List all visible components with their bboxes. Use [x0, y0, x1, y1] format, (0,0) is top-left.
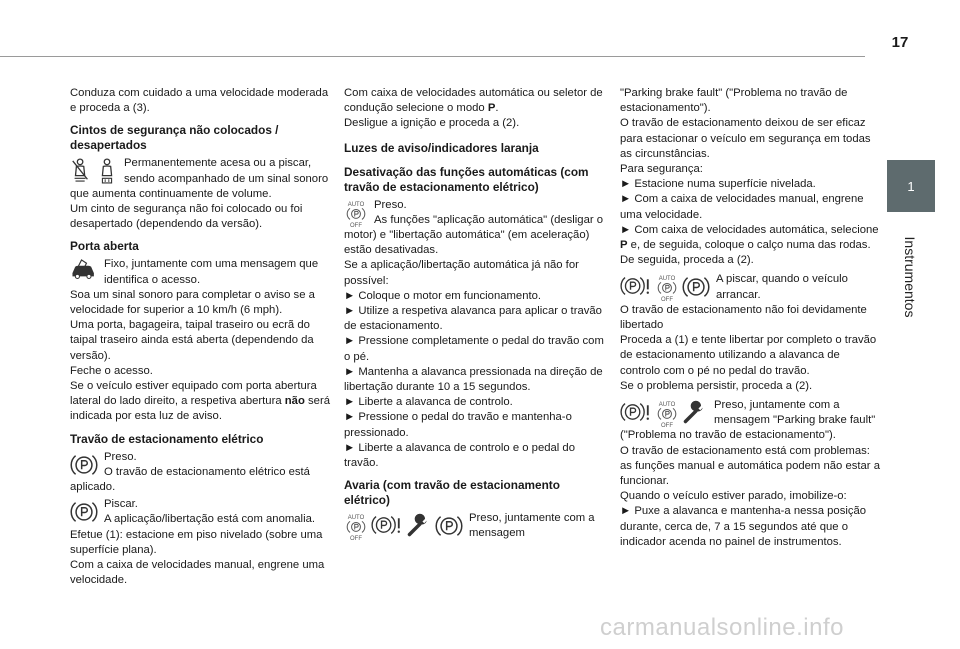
col3-p2: O travão de estacionamento deixou de ser eficaz para estacionar o veículo em segurança em todas as circunstâncias. [620, 117, 871, 160]
auto-row [344, 198, 604, 259]
brake-p1: Efetue (1): estacione em piso nivelado (sobre uma superfície plana). [70, 528, 323, 556]
parking-brake-icon [70, 451, 98, 479]
fault-text: Preso, juntamente com a mensagem [469, 512, 595, 540]
intro-text: Conduza com cuidado a uma velocidade moderada e proceda a (3). [70, 87, 329, 115]
chapter-label-text: Instrumentos [902, 236, 918, 318]
auto-off-icon [344, 199, 368, 228]
door-heading: Porta aberta [70, 239, 139, 254]
col3-icon-row-1 [620, 272, 882, 302]
col3-icon-row-2 [620, 398, 882, 444]
parking-brake-warning-icon [620, 273, 652, 299]
seatbelt-icon [70, 157, 92, 185]
auto-off-icon [344, 512, 368, 541]
brake-p2: Com a caixa de velocidades manual, engrene uma velocidade. [70, 559, 325, 587]
auto-step: ► Pressione completamente o pedal do travão com o pé. [344, 335, 604, 363]
auto-s1: Preso. [374, 198, 407, 211]
col3-p6: O travão de estacionamento não foi devidamente libertado [620, 303, 867, 332]
brake-heading: Travão de estacionamento elétrico [70, 431, 264, 446]
door-p1: Soa um sinal sonoro para completar o aviso se a velocidade for superior a 10 km/h (6 mph). [70, 288, 315, 317]
wrench-icon [406, 512, 432, 538]
col3-p9: O travão de estacionamento está com problemas: as funções manual e automática podem não estar a funcionar. [620, 444, 880, 488]
auto-step: ► Mantenha a alavanca pressionada na direção de libertação durante 10 a 15 segundos. [344, 365, 603, 394]
auto-step: ► Utilize a respetiva alavanca para aplicar o travão de estacionamento. [344, 305, 602, 333]
col3-p4: ► Com caixa de velocidades automática, selecione P e, de seguida, coloque o calço numa das rodas. [620, 223, 879, 252]
auto-p1: Se a aplicação/libertação automática já não for possível: [344, 259, 579, 287]
chapter-tab[interactable]: 1 [887, 160, 935, 212]
col3-ic1-text: A piscar, quando o veículo arrancar. [716, 273, 848, 301]
parking-brake-icon [682, 273, 710, 301]
door-p4: Se o veículo estiver equipado com porta abertura lateral do lado direito, a respetiva abertura não será indicada por esta luz de aviso. [70, 380, 330, 423]
col3-p7: Proceda a (1) e tente libertar por completo o travão de estacionamento utilizando a alavanca de controlo com o pé no pedal do travão. [620, 334, 877, 377]
door-p3: Feche o acesso. [70, 364, 153, 377]
door-row [70, 257, 332, 287]
col2-p2: Desligue a ignição e proceda a (2). [344, 117, 520, 130]
parking-brake-icon [435, 512, 463, 540]
fault-heading: Avaria (com travão de estacionamento elétrico) [344, 478, 560, 508]
seatbelt-row [70, 156, 332, 202]
door-p2: Uma porta, bagageira, taipal traseiro ou ecrã do taipal traseiro ainda está aberta (dependendo da versão). [70, 319, 314, 362]
auto-step: ► Coloque o motor em funcionamento. [344, 289, 542, 302]
wrench-icon [682, 399, 708, 425]
col2-p1: Com caixa de velocidades automática ou seletor de condução selecione o modo P. [344, 87, 603, 115]
orange-heading: Luzes de aviso/indicadores laranja [344, 140, 539, 155]
col3-p10: Quando o veículo estiver parado, imobilize-o: [620, 490, 847, 503]
seatbelt-heading: Cintos de segurança não colocados / desapertados [70, 123, 279, 153]
parking-brake-warning-icon [620, 399, 652, 425]
auto-step: ► Pressione o pedal do travão e mantenha-o pressionado. [344, 411, 572, 439]
auto-off-icon [655, 273, 679, 302]
top-rule [0, 56, 865, 57]
brake-s2-text: A aplicação/libertação está com anomalia. [104, 513, 315, 526]
column-3 [620, 86, 882, 550]
column-2 [344, 86, 604, 542]
auto-s1-text: As funções "aplicação automática" (desligar o motor) e "libertação automática" (em aceleração) estão desativadas. [344, 213, 604, 257]
rear-seatbelt-icon [96, 157, 118, 185]
col3-p3: Para segurança: [620, 163, 703, 176]
door-open-icon [70, 258, 98, 280]
seatbelt-text: Permanentemente acesa ou a piscar, sendo acompanhado de um sinal sonoro que aumenta continuamente de volume. [70, 157, 329, 200]
parking-brake-warning-icon [371, 512, 403, 538]
brake-row-2 [70, 497, 332, 527]
col3-p1: "Parking brake fault" ("Problema no travão de estacionamento"). [620, 87, 848, 115]
brake-s1: Preso. [104, 450, 137, 463]
auto-step: ► Liberte a alavanca de controlo. [344, 396, 513, 409]
col3-p5: De seguida, proceda a (2). [620, 254, 754, 267]
chapter-label [890, 232, 930, 322]
brake-row-1 [70, 450, 332, 496]
column-1 [70, 86, 332, 588]
auto-step: ► Liberte a alavanca de controlo e o pedal do travão. [344, 441, 576, 470]
col3-ic2-text: Preso, juntamente com a mensagem "Parking brake fault" ("Problema no travão de estacionamento"). [620, 399, 876, 442]
col3-step: ► Estacione numa superfície nivelada. [620, 178, 816, 191]
seatbelt-text-2: Um cinto de segurança não foi colocado ou foi desapertado (dependendo da versão). [70, 203, 303, 231]
page-number: 17 [891, 34, 909, 51]
col3-step: ► Com a caixa de velocidades manual, engrene uma velocidade. [620, 193, 864, 221]
parking-brake-icon [70, 498, 98, 526]
col3-p8: Se o problema persistir, proceda a (2). [620, 379, 813, 392]
brake-s1-text: O travão de estacionamento elétrico está aplicado. [70, 465, 310, 494]
auto-off-icon [655, 399, 679, 428]
watermark: carmanualsonline.info [600, 614, 844, 641]
fault-row [344, 511, 604, 541]
brake-s2: Piscar. [104, 498, 138, 511]
auto-heading: Desativação das funções automáticas (com travão de estacionamento elétrico) [344, 164, 589, 194]
col3-step: ► Puxe a alavanca e mantenha-a nessa posição durante, cerca de, 7 a 15 segundos até que o indicador acenda no painel de instrumentos. [620, 505, 867, 548]
door-text: Fixo, juntamente com uma mensagem que identifica o acesso. [104, 258, 319, 286]
